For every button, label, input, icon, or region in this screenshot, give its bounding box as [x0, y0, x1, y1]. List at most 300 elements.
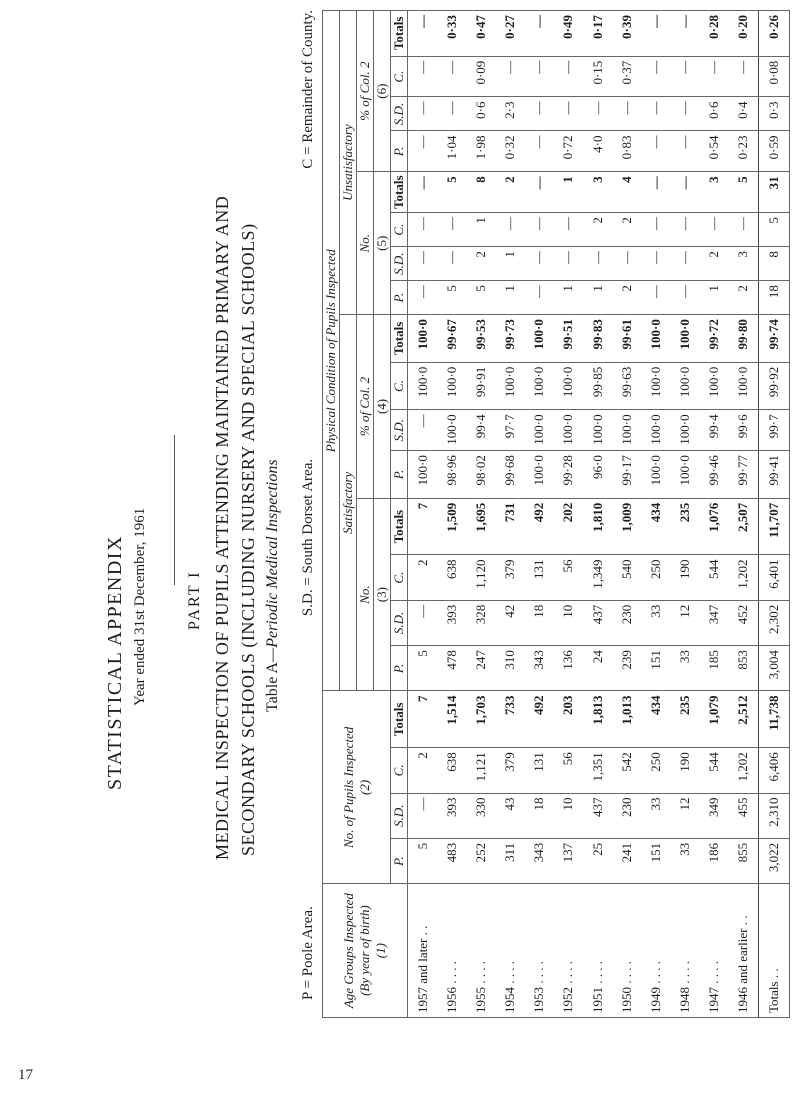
sat-no-cell: 250: [641, 555, 670, 600]
inspected-cell: 1,202: [728, 748, 758, 793]
uns-no-cell: 3: [583, 172, 612, 213]
uns-no-cell: —: [525, 213, 554, 247]
age-group-cell: 1946 and earlier . .: [728, 884, 758, 1018]
page-number: 17: [18, 1067, 33, 1083]
uns-no-cell: 2: [467, 247, 496, 281]
area-legend: [300, 10, 317, 1000]
sat-pct-cell: 99·63: [612, 362, 641, 410]
uns-no-cell: 3: [699, 172, 728, 213]
inspected-cell: 311: [496, 838, 525, 883]
sat-pct-cell: 99·46: [699, 451, 728, 499]
inspected-cell: 2,310: [758, 793, 789, 838]
uns-no-cell: 2: [583, 213, 612, 247]
uns-pct-cell: —: [408, 97, 438, 131]
age-group-cell: 1947 . . . .: [699, 884, 728, 1018]
sat-no-header: No.: [357, 498, 374, 691]
uns-no-cell: 2: [612, 213, 641, 247]
uns-no-cell: —: [438, 247, 467, 281]
sat-no-cell: 452: [728, 600, 758, 645]
sat-pct-cell: 99·73: [496, 315, 525, 363]
subheader-totals: Totals: [391, 11, 408, 57]
sat-no-cell: 7: [408, 498, 438, 555]
inspected-cell: 1,514: [438, 691, 467, 748]
uns-pct-cell: 0·17: [583, 11, 612, 57]
sat-pct-cell: 100·0: [408, 315, 438, 363]
table-label: Table A: [264, 662, 281, 712]
subheader-totals: Totals: [391, 691, 408, 748]
sat-no-cell: 328: [467, 600, 496, 645]
inspected-cell: 151: [641, 838, 670, 883]
sat-pct-cell: 100·0: [583, 410, 612, 451]
uns-no-cell: —: [408, 281, 438, 315]
uns-no-cell: 2: [728, 281, 758, 315]
table-row: [699, 11, 728, 1018]
uns-no-cell: 5: [467, 281, 496, 315]
sat-no-cell: 33: [641, 600, 670, 645]
inspected-cell: 137: [554, 838, 583, 883]
uns-pct-cell: 0·20: [728, 11, 758, 57]
uns-pct-cell: 1·98: [467, 131, 496, 172]
inspected-cell: 1,703: [467, 691, 496, 748]
uns-pct-cell: —: [670, 11, 699, 57]
inspected-cell: 3,022: [758, 838, 789, 883]
inspected-cell: 25: [583, 838, 612, 883]
uns-no-header: No.: [357, 172, 374, 315]
uns-no-cell: —: [408, 247, 438, 281]
appendix-subtitle: Year ended 31st December, 1961: [132, 507, 148, 706]
uns-no-cell: —: [525, 172, 554, 213]
sat-pct-cell: 100·0: [438, 362, 467, 410]
uns-no-cell: —: [554, 247, 583, 281]
sat-no-cell: 42: [496, 600, 525, 645]
subheader-c: C.: [391, 213, 408, 247]
uns-no-cell: 5: [438, 281, 467, 315]
sat-pct-cell: 99·74: [758, 315, 789, 363]
uns-pct-cell: 0·32: [496, 131, 525, 172]
sat-no-cell: 1,810: [583, 498, 612, 555]
sat-pct-cell: 99·83: [583, 315, 612, 363]
divider-rule: [174, 435, 175, 585]
uns-no-cell: 5: [438, 172, 467, 213]
inspected-cell: 33: [641, 793, 670, 838]
sat-pct-cell: 100·0: [670, 362, 699, 410]
inspected-cell: 437: [583, 793, 612, 838]
sat-pct-cell: 97·7: [496, 410, 525, 451]
inspected-cell: 186: [699, 838, 728, 883]
sat-pct-cell: 100·0: [641, 451, 670, 499]
uns-pct-cell: —: [408, 56, 438, 97]
uns-pct-cell: —: [699, 56, 728, 97]
uns-pct-cell: 0·08: [758, 56, 789, 97]
uns-no-cell: —: [408, 172, 438, 213]
uns-no-cell: 1: [699, 281, 728, 315]
uns-pct-header: % of Col. 2: [357, 11, 374, 172]
sat-no-cell: 247: [467, 646, 496, 691]
uns-no-cell: —: [525, 281, 554, 315]
inspected-cell: 7: [408, 691, 438, 748]
sat-pct-cell: 99·91: [467, 362, 496, 410]
uns-pct-cell: —: [438, 56, 467, 97]
inspection-table-body: [408, 11, 790, 1018]
inspected-cell: 544: [699, 748, 728, 793]
uns-pct-cell: —: [496, 56, 525, 97]
sat-pct-cell: 99·68: [496, 451, 525, 499]
inspection-table-wrapper: [322, 10, 790, 1018]
uns-pct-cell: —: [438, 97, 467, 131]
uns-pct-cell: —: [641, 97, 670, 131]
subheader-p: P.: [391, 646, 408, 691]
uns-pct-cell: —: [554, 97, 583, 131]
sat-no-cell: 379: [496, 555, 525, 600]
sat-no-cell: 434: [641, 498, 670, 555]
uns-pct-cell: —: [612, 97, 641, 131]
sat-no-cell: 5: [408, 646, 438, 691]
uns-pct-cell: 0·83: [612, 131, 641, 172]
sat-pct-cell: 99·41: [758, 451, 789, 499]
sat-no-cell: 12: [670, 600, 699, 645]
sat-pct-cell: 100·0: [525, 410, 554, 451]
uns-pct-cell: —: [670, 97, 699, 131]
uns-no-cell: 1: [496, 247, 525, 281]
age-group-cell: 1949 . . . .: [641, 884, 670, 1018]
uns-pct-cell: 0·28: [699, 11, 728, 57]
uns-no-cell: —: [438, 213, 467, 247]
sat-no-cell: 492: [525, 498, 554, 555]
sat-no-cell: 6,401: [758, 555, 789, 600]
uns-pct-cell: 0·09: [467, 56, 496, 97]
sat-no-cell: 1,349: [583, 555, 612, 600]
sat-no-cell: 10: [554, 600, 583, 645]
uns-pct-cell: 0·27: [496, 11, 525, 57]
subheader-c: C.: [391, 362, 408, 410]
sat-no-cell: 131: [525, 555, 554, 600]
uns-pct-cell: 0·26: [758, 11, 789, 57]
uns-pct-cell: 0·33: [438, 11, 467, 57]
inspected-cell: 235: [670, 691, 699, 748]
physical-condition-header: Physical Condition of Pupils Inspected: [323, 11, 340, 691]
sat-pct-cell: 99·80: [728, 315, 758, 363]
inspected-cell: 1,013: [612, 691, 641, 748]
subheader-totals: Totals: [391, 498, 408, 555]
subheader-sd: S.D.: [391, 600, 408, 645]
sat-no-cell: 540: [612, 555, 641, 600]
uns-no-cell: 1: [467, 213, 496, 247]
table-row: [641, 11, 670, 1018]
uns-pct-cell: —: [641, 11, 670, 57]
age-group-cell: 1955 . . . .: [467, 884, 496, 1018]
inspected-cell: 43: [496, 793, 525, 838]
sat-pct-cell: 99·61: [612, 315, 641, 363]
sat-no-cell: 2,507: [728, 498, 758, 555]
uns-no-cell: —: [641, 281, 670, 315]
inspected-cell: 10: [554, 793, 583, 838]
uns-pct-cell: 0·49: [554, 11, 583, 57]
age-group-cell: 1951 . . . .: [583, 884, 612, 1018]
sat-no-cell: 544: [699, 555, 728, 600]
pupils-inspected-header: No. of Pupils Inspected (2): [323, 691, 391, 884]
uns-pct-cell: 0·59: [758, 131, 789, 172]
subheader-p: P.: [391, 451, 408, 499]
uns-no-cell: —: [670, 213, 699, 247]
sat-pct-cell: 100·0: [525, 315, 554, 363]
inspected-cell: 2: [408, 748, 438, 793]
sat-no-cell: 239: [612, 646, 641, 691]
uns-no-cell: —: [612, 247, 641, 281]
sat-pct-cell: 100·0: [525, 362, 554, 410]
inspected-cell: 1,351: [583, 748, 612, 793]
table-row: [496, 11, 525, 1018]
sat-pct-cell: 100·0: [641, 315, 670, 363]
sat-no-cell: 151: [641, 646, 670, 691]
uns-pct-cell: 0·23: [728, 131, 758, 172]
uns-pct-cell: 1·04: [438, 131, 467, 172]
sat-no-cell: 2,302: [758, 600, 789, 645]
uns-pct-cell: —: [728, 56, 758, 97]
sat-no-cell: 478: [438, 646, 467, 691]
uns-no-cell: —: [670, 172, 699, 213]
uns-pct-cell: 0·72: [554, 131, 583, 172]
sat-no-cell: 230: [612, 600, 641, 645]
sat-no-cell: 33: [670, 646, 699, 691]
inspected-cell: 241: [612, 838, 641, 883]
inspected-cell: 1,079: [699, 691, 728, 748]
table-row: [554, 11, 583, 1018]
uns-no-cell: —: [641, 172, 670, 213]
sat-pct-cell: 99·17: [612, 451, 641, 499]
sat-no-cell: 731: [496, 498, 525, 555]
uns-no-cell: —: [641, 247, 670, 281]
table-row: [438, 11, 467, 1018]
inspected-cell: 190: [670, 748, 699, 793]
col3-number: (3): [374, 498, 391, 691]
inspected-cell: 349: [699, 793, 728, 838]
inspected-cell: 250: [641, 748, 670, 793]
sat-pct-cell: 99·72: [699, 315, 728, 363]
uns-no-cell: 2: [496, 172, 525, 213]
inspected-cell: 18: [525, 793, 554, 838]
sat-pct-cell: 100·0: [525, 451, 554, 499]
sat-pct-cell: 100·0: [670, 315, 699, 363]
inspected-cell: 492: [525, 691, 554, 748]
uns-pct-cell: —: [670, 131, 699, 172]
age-groups-header: Age Groups Inspected (By year of birth) (1): [323, 884, 408, 1018]
sat-pct-cell: 100·0: [496, 362, 525, 410]
sat-no-cell: —: [408, 600, 438, 645]
table-row: [728, 11, 758, 1018]
subheader-sd: S.D.: [391, 97, 408, 131]
uns-pct-cell: —: [583, 97, 612, 131]
section-heading-line2: SECONDARY SCHOOLS (INCLUDING NURSERY AND SPECIAL SCHOOLS): [238, 223, 258, 856]
sat-pct-cell: 99·67: [438, 315, 467, 363]
sat-pct-cell: 99·6: [728, 410, 758, 451]
uns-no-cell: —: [699, 213, 728, 247]
col4-number: (4): [374, 315, 391, 499]
inspection-table: [322, 10, 790, 1018]
age-group-cell: 1957 and later . .: [408, 884, 438, 1018]
sat-pct-cell: 100·0: [408, 362, 438, 410]
appendix-title: STATISTICAL APPENDIX: [104, 535, 126, 790]
inspected-cell: 733: [496, 691, 525, 748]
sat-no-cell: 190: [670, 555, 699, 600]
legend-south-dorset: S.D. = South Dorset Area.: [300, 458, 316, 617]
area-subheader-row: [391, 11, 408, 1018]
uns-pct-cell: —: [525, 11, 554, 57]
legend-remainder: C = Remainder of County.: [300, 10, 316, 169]
sat-no-cell: 1,509: [438, 498, 467, 555]
subheader-c: C.: [391, 748, 408, 793]
inspected-cell: 2,512: [728, 691, 758, 748]
sat-no-cell: 11,707: [758, 498, 789, 555]
sat-pct-cell: 100·0: [438, 410, 467, 451]
inspected-cell: 252: [467, 838, 496, 883]
sat-pct-header: % of Col. 2: [357, 315, 374, 499]
age-group-cell: 1948 . . . .: [670, 884, 699, 1018]
sat-pct-cell: 100·0: [641, 362, 670, 410]
uns-no-cell: —: [496, 213, 525, 247]
subheader-sd: S.D.: [391, 410, 408, 451]
inspected-cell: 379: [496, 748, 525, 793]
subheader-c: C.: [391, 555, 408, 600]
inspected-cell: 434: [641, 691, 670, 748]
sat-pct-cell: 100·0: [554, 362, 583, 410]
satisfactory-header: Satisfactory: [340, 315, 357, 691]
sat-pct-cell: 100·0: [699, 362, 728, 410]
uns-pct-cell: 0·47: [467, 11, 496, 57]
sat-no-cell: 1,695: [467, 498, 496, 555]
table-row: [670, 11, 699, 1018]
table-caption-text: —Periodic Medical Inspections: [264, 459, 281, 663]
inspected-cell: 343: [525, 838, 554, 883]
table-caption: [264, 459, 282, 712]
inspected-cell: 5: [408, 838, 438, 883]
subheader-c: C.: [391, 56, 408, 97]
uns-pct-cell: 0·54: [699, 131, 728, 172]
uns-no-cell: —: [583, 247, 612, 281]
age-group-cell: 1956 . . . .: [438, 884, 467, 1018]
uns-pct-cell: —: [525, 56, 554, 97]
uns-no-cell: 5: [728, 172, 758, 213]
uns-no-cell: —: [554, 213, 583, 247]
uns-no-cell: 18: [758, 281, 789, 315]
inspected-cell: 33: [670, 838, 699, 883]
uns-pct-cell: 0·6: [699, 97, 728, 131]
uns-pct-cell: —: [554, 56, 583, 97]
sat-pct-cell: 100·0: [641, 410, 670, 451]
sat-no-cell: 202: [554, 498, 583, 555]
age-group-cell: 1952 . . . .: [554, 884, 583, 1018]
sat-no-cell: 235: [670, 498, 699, 555]
uns-pct-cell: 0·39: [612, 11, 641, 57]
sat-pct-cell: —: [408, 410, 438, 451]
inspected-cell: 6,406: [758, 748, 789, 793]
sat-no-cell: 1,120: [467, 555, 496, 600]
uns-pct-cell: 0·3: [758, 97, 789, 131]
uns-no-cell: 1: [583, 281, 612, 315]
inspected-cell: 56: [554, 748, 583, 793]
sat-no-cell: 393: [438, 600, 467, 645]
uns-no-cell: —: [408, 213, 438, 247]
totals-row: [758, 11, 789, 1018]
age-group-cell: Totals . .: [758, 884, 789, 1018]
uns-no-cell: —: [525, 247, 554, 281]
uns-no-cell: 1: [554, 172, 583, 213]
subheader-totals: Totals: [391, 315, 408, 363]
sat-no-cell: 437: [583, 600, 612, 645]
table-row: [408, 11, 438, 1018]
uns-pct-cell: —: [408, 11, 438, 57]
sat-pct-cell: 99·28: [554, 451, 583, 499]
col5-number: (5): [374, 172, 391, 315]
sat-pct-cell: 99·51: [554, 315, 583, 363]
subheader-totals: Totals: [391, 172, 408, 213]
uns-pct-cell: 0·4: [728, 97, 758, 131]
sat-pct-cell: 99·92: [758, 362, 789, 410]
inspected-cell: 542: [612, 748, 641, 793]
uns-pct-cell: —: [670, 56, 699, 97]
uns-no-cell: 2: [612, 281, 641, 315]
inspected-cell: 483: [438, 838, 467, 883]
table-row: [467, 11, 496, 1018]
sat-no-cell: 310: [496, 646, 525, 691]
sat-no-cell: 853: [728, 646, 758, 691]
uns-no-cell: 31: [758, 172, 789, 213]
sat-pct-cell: 98·96: [438, 451, 467, 499]
sat-pct-cell: 100·0: [728, 362, 758, 410]
uns-pct-cell: 0·6: [467, 97, 496, 131]
uns-no-cell: 8: [758, 247, 789, 281]
uns-no-cell: —: [670, 247, 699, 281]
sat-pct-cell: 99·53: [467, 315, 496, 363]
sat-pct-cell: 99·77: [728, 451, 758, 499]
inspected-cell: 230: [612, 793, 641, 838]
uns-no-cell: —: [728, 213, 758, 247]
sat-no-cell: 1,076: [699, 498, 728, 555]
sat-no-cell: 185: [699, 646, 728, 691]
uns-no-cell: 2: [699, 247, 728, 281]
sat-no-cell: 1,009: [612, 498, 641, 555]
sat-no-cell: 2: [408, 555, 438, 600]
sat-no-cell: 343: [525, 646, 554, 691]
uns-pct-cell: —: [641, 56, 670, 97]
uns-no-cell: 8: [467, 172, 496, 213]
age-group-cell: 1953 . . . .: [525, 884, 554, 1018]
sat-no-cell: 3,004: [758, 646, 789, 691]
inspected-cell: 11,738: [758, 691, 789, 748]
table-row: [583, 11, 612, 1018]
uns-no-cell: 1: [496, 281, 525, 315]
legend-poole: P = Poole Area.: [300, 906, 316, 1000]
sat-pct-cell: 99·4: [699, 410, 728, 451]
sat-no-cell: 136: [554, 646, 583, 691]
inspected-cell: 855: [728, 838, 758, 883]
sat-pct-cell: 98·02: [467, 451, 496, 499]
section-heading-line1: MEDICAL INSPECTION OF PUPILS ATTENDING MAINTAINED PRIMARY AND: [212, 195, 232, 860]
subheader-p: P.: [391, 838, 408, 883]
table-row: [525, 11, 554, 1018]
sat-pct-cell: 100·0: [554, 410, 583, 451]
uns-pct-cell: 2·3: [496, 97, 525, 131]
age-group-cell: 1954 . . . .: [496, 884, 525, 1018]
sat-pct-cell: 99·4: [467, 410, 496, 451]
uns-pct-cell: —: [525, 131, 554, 172]
sat-no-cell: 24: [583, 646, 612, 691]
sat-pct-cell: 100·0: [408, 451, 438, 499]
sat-no-cell: 1,202: [728, 555, 758, 600]
uns-pct-cell: —: [641, 131, 670, 172]
inspected-cell: 455: [728, 793, 758, 838]
uns-pct-cell: 0·37: [612, 56, 641, 97]
inspected-cell: 203: [554, 691, 583, 748]
